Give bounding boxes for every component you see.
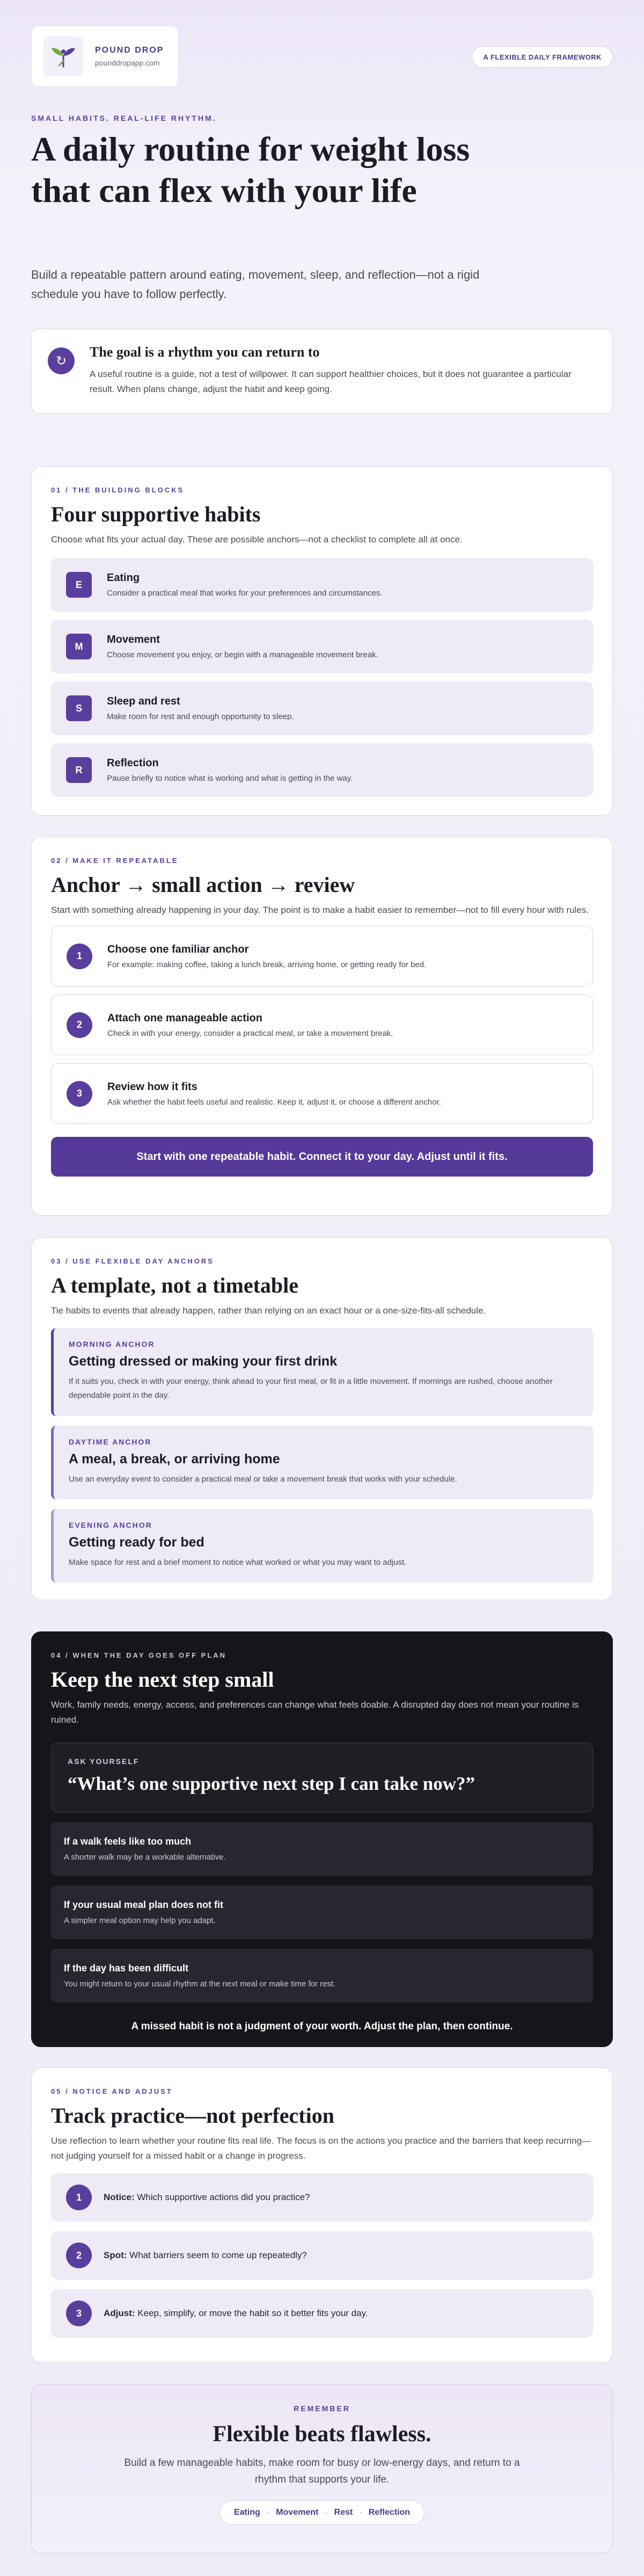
track-text bbox=[104, 2250, 307, 2261]
habit-desc: Pause briefly to notice what is working and what is getting in the way. bbox=[107, 774, 353, 783]
step-name: Attach one manageable action bbox=[107, 1012, 262, 1024]
step-desc: For example: making coffee, taking a lunch break, arriving home, or getting ready for bed. bbox=[107, 960, 427, 969]
anchor-card-evening bbox=[51, 1509, 593, 1583]
habit-name: Reflection bbox=[107, 757, 159, 770]
section-subtitle: Choose what fits your actual day. These are possible anchors—not a checklist to complete all at once. bbox=[51, 534, 463, 545]
anchor-card-morning bbox=[51, 1328, 593, 1416]
section-title: Anchor → small action → review bbox=[51, 873, 355, 897]
remember-text: Build a few manageable habits, make room for busy or low-energy days, and return to a rhythm that supports your life. bbox=[124, 2457, 520, 2486]
alternative-card bbox=[51, 1885, 593, 1939]
step-list bbox=[51, 926, 593, 1124]
section-subtitle: Work, family needs, energy, access, and preferences can change what feels doable. A disrupted day does not mean your routine is ruined. bbox=[51, 1700, 579, 1725]
remember-card bbox=[31, 2384, 613, 2553]
step-card bbox=[51, 995, 593, 1055]
section-day-anchors bbox=[31, 1237, 613, 1600]
sprout-figure-icon bbox=[43, 37, 83, 76]
track-label: Adjust: bbox=[104, 2308, 135, 2319]
section-eyebrow: 04 / WHEN THE DAY GOES OFF PLAN bbox=[51, 1651, 227, 1659]
anchor-label: MORNING ANCHOR bbox=[69, 1340, 155, 1349]
section-notice-adjust bbox=[31, 2067, 613, 2363]
framework-badge: A FLEXIBLE DAILY FRAMEWORK bbox=[472, 46, 613, 68]
track-item bbox=[51, 2231, 593, 2280]
habit-name: Sleep and rest bbox=[107, 695, 180, 708]
anchor-label: EVENING ANCHOR bbox=[69, 1520, 152, 1529]
habit-letter-badge: R bbox=[66, 757, 92, 783]
section-title: Keep the next step small bbox=[51, 1667, 274, 1692]
brand-url: pounddropapp.com bbox=[95, 59, 160, 67]
track-desc: Which supportive actions did you practice? bbox=[137, 2192, 310, 2203]
habit-desc: Choose movement you enjoy, or begin with a manageable movement break. bbox=[107, 650, 378, 660]
tag-movement: Movement bbox=[276, 2507, 319, 2517]
anchor-title: Getting ready for bed bbox=[69, 1534, 204, 1550]
tag-separator: · bbox=[266, 2507, 270, 2517]
track-desc: Keep, simplify, or move the habit so it better fits your day. bbox=[137, 2308, 368, 2319]
section-subtitle: Use reflection to learn whether your routine fits real life. The focus is on the actions you practice and the barriers that keep recurring—not judging yourself for a missed habit or a change in progress. bbox=[51, 2136, 591, 2161]
habit-card-reflection bbox=[51, 743, 593, 797]
track-number: 3 bbox=[66, 2301, 92, 2326]
alternative-title: If the day has been difficult bbox=[64, 1963, 189, 1974]
alternative-title: If your usual meal plan does not fit bbox=[64, 1899, 224, 1911]
step-number: 3 bbox=[67, 1081, 92, 1107]
step-card bbox=[51, 1063, 593, 1124]
track-number: 2 bbox=[66, 2243, 92, 2268]
alternative-text: A simpler meal option may help you adapt. bbox=[64, 1916, 216, 1926]
step-name: Choose one familiar anchor bbox=[107, 943, 249, 955]
section-title: Four supportive habits bbox=[51, 502, 261, 526]
cta-banner: Start with one repeatable habit. Connect it to your day. Adjust until it fits. bbox=[51, 1137, 593, 1177]
habit-desc: Consider a practical meal that works for your preferences and circumstances. bbox=[107, 589, 383, 598]
step-number: 2 bbox=[67, 1012, 92, 1038]
track-text bbox=[104, 2308, 368, 2319]
habit-tags bbox=[219, 2500, 425, 2525]
ask-label: ASK YOURSELF bbox=[68, 1757, 140, 1766]
alternative-title: If a walk feels like too much bbox=[64, 1836, 192, 1847]
habit-card-eating bbox=[51, 558, 593, 612]
track-text bbox=[104, 2192, 310, 2203]
habit-desc: Make room for rest and enough opportunity to sleep. bbox=[107, 712, 294, 722]
habit-card-movement bbox=[51, 620, 593, 673]
alternative-text: A shorter walk may be a workable alternative. bbox=[64, 1853, 226, 1862]
ask-quote: “What’s one supportive next step I can take now?” bbox=[68, 1773, 475, 1795]
section-off-plan bbox=[31, 1631, 613, 2047]
anchor-label: DAYTIME ANCHOR bbox=[69, 1437, 152, 1446]
hero-eyebrow: SMALL HABITS. REAL-LIFE RHYTHM. bbox=[31, 114, 217, 122]
track-item bbox=[51, 2173, 593, 2222]
tag-rest: Rest bbox=[334, 2507, 353, 2517]
section-title: A template, not a timetable bbox=[51, 1273, 299, 1297]
step-name: Review how it fits bbox=[107, 1080, 197, 1093]
section-subtitle: Tie habits to events that already happen, rather than relying on an exact hour or a one-size-fits-all schedule. bbox=[51, 1305, 486, 1316]
remember-eyebrow: REMEMBER bbox=[294, 2404, 350, 2413]
habit-name: Eating bbox=[107, 572, 140, 584]
alternative-card bbox=[51, 1822, 593, 1876]
track-label: Spot: bbox=[104, 2250, 127, 2261]
section-eyebrow: 03 / USE FLEXIBLE DAY ANCHORS bbox=[51, 1257, 214, 1265]
ask-yourself-card bbox=[51, 1743, 593, 1812]
habit-name: Movement bbox=[107, 634, 160, 646]
track-label: Notice: bbox=[104, 2192, 135, 2203]
page-title: A daily routine for weight loss that can flex with your life bbox=[31, 130, 470, 209]
hero-subtitle: Build a repeatable pattern around eating, movement, sleep, and reflection—not a rigid schedule you have to follow perfectly. bbox=[31, 268, 480, 301]
track-number: 1 bbox=[66, 2185, 92, 2210]
remember-title: Flexible beats flawless. bbox=[213, 2422, 431, 2447]
tag-separator: · bbox=[325, 2507, 328, 2517]
goal-title: The goal is a rhythm you can return to bbox=[90, 344, 320, 360]
track-desc: What barriers seem to come up repeatedly? bbox=[129, 2250, 307, 2261]
section-subtitle: Start with something already happening in your day. The point is to make a habit easier to remember—not to fill every hour with rules. bbox=[51, 905, 589, 915]
habit-letter-badge: M bbox=[66, 634, 92, 659]
refresh-icon: ↻ bbox=[48, 347, 75, 374]
section-eyebrow: 05 / NOTICE AND ADJUST bbox=[51, 2087, 173, 2095]
habit-letter-badge: E bbox=[66, 572, 92, 598]
alternative-text: You might return to your usual rhythm at the next meal or make time for rest. bbox=[64, 1979, 336, 1989]
habit-letter-badge: S bbox=[66, 695, 92, 721]
anchor-card-daytime bbox=[51, 1426, 593, 1499]
step-card bbox=[51, 926, 593, 986]
step-desc: Ask whether the habit feels useful and realistic. Keep it, adjust it, or choose a different anchor. bbox=[107, 1097, 441, 1107]
tag-eating: Eating bbox=[233, 2507, 260, 2517]
section-title: Track practice—not perfection bbox=[51, 2103, 334, 2128]
step-number: 1 bbox=[67, 944, 92, 969]
anchor-text: Make space for rest and a brief moment to notice what worked or what you may want to adjust. bbox=[69, 1557, 407, 1567]
anchor-text: Use an everyday event to consider a practical meal or take a movement break that works with your schedule. bbox=[69, 1474, 457, 1484]
brand-card[interactable] bbox=[31, 26, 179, 87]
section-eyebrow: 02 / MAKE IT REPEATABLE bbox=[51, 857, 179, 865]
section-building-blocks bbox=[31, 466, 613, 816]
habit-list bbox=[51, 558, 593, 797]
tag-separator: · bbox=[359, 2507, 362, 2517]
section-make-it-repeatable bbox=[31, 837, 613, 1216]
brand-name: POUND DROP bbox=[95, 46, 164, 55]
goal-text: A useful routine is a guide, not a test of willpower. It can support healthier choices, but it does not guarantee a particular result. When plans change, adjust the habit and keep going. bbox=[90, 369, 572, 395]
anchor-title: A meal, a break, or arriving home bbox=[69, 1451, 280, 1467]
habit-card-sleep bbox=[51, 681, 593, 735]
hero bbox=[0, 0, 644, 440]
tag-reflection: Reflection bbox=[368, 2507, 411, 2517]
track-item bbox=[51, 2289, 593, 2338]
anchor-text: If it suits you, check in with your energy, think ahead to your first meal, or fit in a little movement. If mornings are rushed, choose another dependable point in the day. bbox=[69, 1377, 553, 1401]
brand-text bbox=[95, 46, 164, 67]
section-eyebrow: 01 / THE BUILDING BLOCKS bbox=[51, 486, 185, 494]
step-desc: Check in with your energy, consider a practical meal, or take a movement break. bbox=[107, 1028, 393, 1038]
off-plan-footer: A missed habit is not a judgment of your worth. Adjust the plan, then continue. bbox=[131, 2021, 513, 2033]
alternative-card bbox=[51, 1949, 593, 2002]
anchor-title: Getting dressed or making your first drink bbox=[69, 1354, 338, 1369]
goal-card bbox=[31, 329, 613, 413]
